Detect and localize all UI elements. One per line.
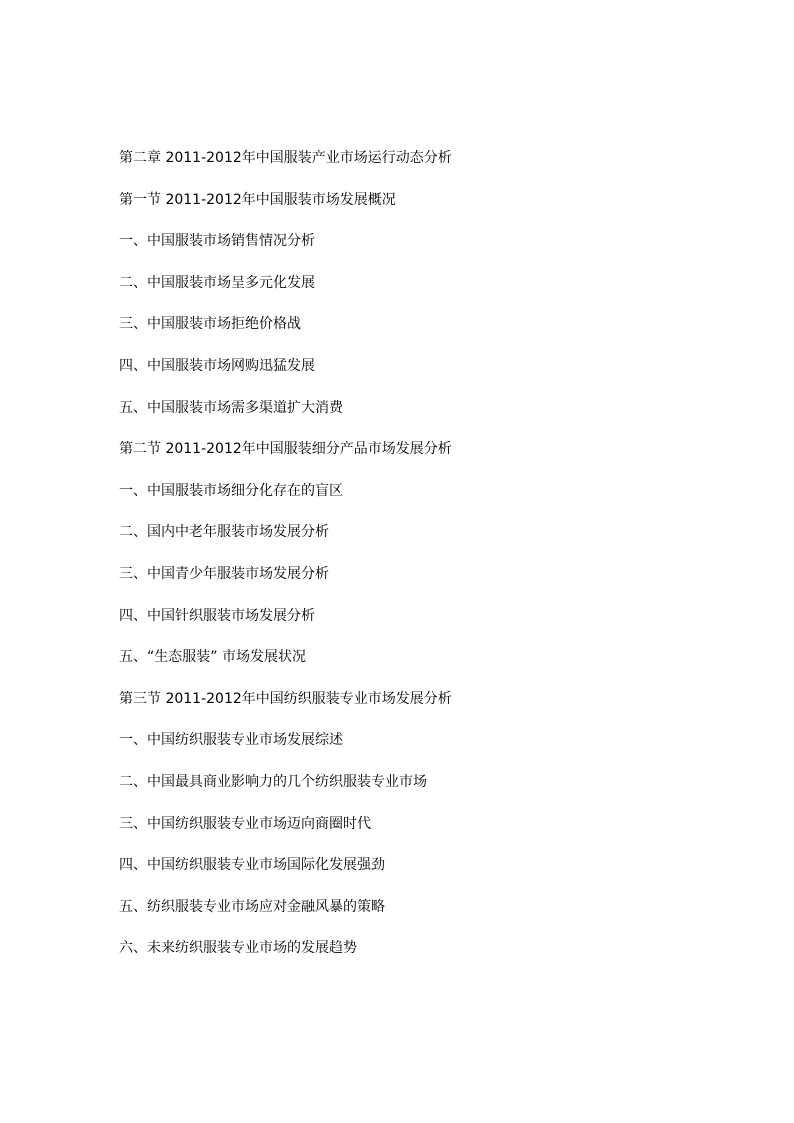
toc-item: 三、中国服装市场拒绝价格战	[119, 316, 301, 333]
toc-item: 二、中国最具商业影响力的几个纺织服装专业市场	[119, 773, 427, 790]
toc-item: 一、中国服装市场销售情况分析	[119, 233, 315, 250]
toc-item: 四、中国服装市场网购迅猛发展	[119, 357, 315, 374]
toc-item: 五、中国服装市场需多渠道扩大消费	[119, 399, 343, 416]
toc-item: 五、“生态服装” 市场发展状况	[119, 649, 306, 666]
toc-item: 四、中国针织服装市场发展分析	[119, 607, 315, 624]
toc-item: 二、中国服装市场呈多元化发展	[119, 274, 315, 291]
section-heading: 第二节 2011-2012年中国服装细分产品市场发展分析	[119, 441, 452, 458]
toc-item: 六、未来纺织服装专业市场的发展趋势	[119, 940, 357, 957]
toc-item: 五、纺织服装专业市场应对金融风暴的策略	[119, 898, 385, 915]
toc-item: 二、国内中老年服装市场发展分析	[119, 524, 329, 541]
chapter-heading: 第二章 2011-2012年中国服装产业市场运行动态分析	[119, 150, 452, 166]
table-of-contents	[119, 148, 452, 980]
toc-item: 一、中国纺织服装专业市场发展综述	[119, 732, 343, 749]
toc-item: 三、中国青少年服装市场发展分析	[119, 565, 329, 582]
toc-item: 一、中国服装市场细分化存在的盲区	[119, 482, 343, 499]
toc-item: 三、中国纺织服装专业市场迈向商圈时代	[119, 815, 371, 832]
section-heading: 第一节 2011-2012年中国服装市场发展概况	[119, 191, 396, 208]
toc-item: 四、中国纺织服装专业市场国际化发展强劲	[119, 857, 385, 874]
section-heading: 第三节 2011-2012年中国纺织服装专业市场发展分析	[119, 690, 452, 707]
